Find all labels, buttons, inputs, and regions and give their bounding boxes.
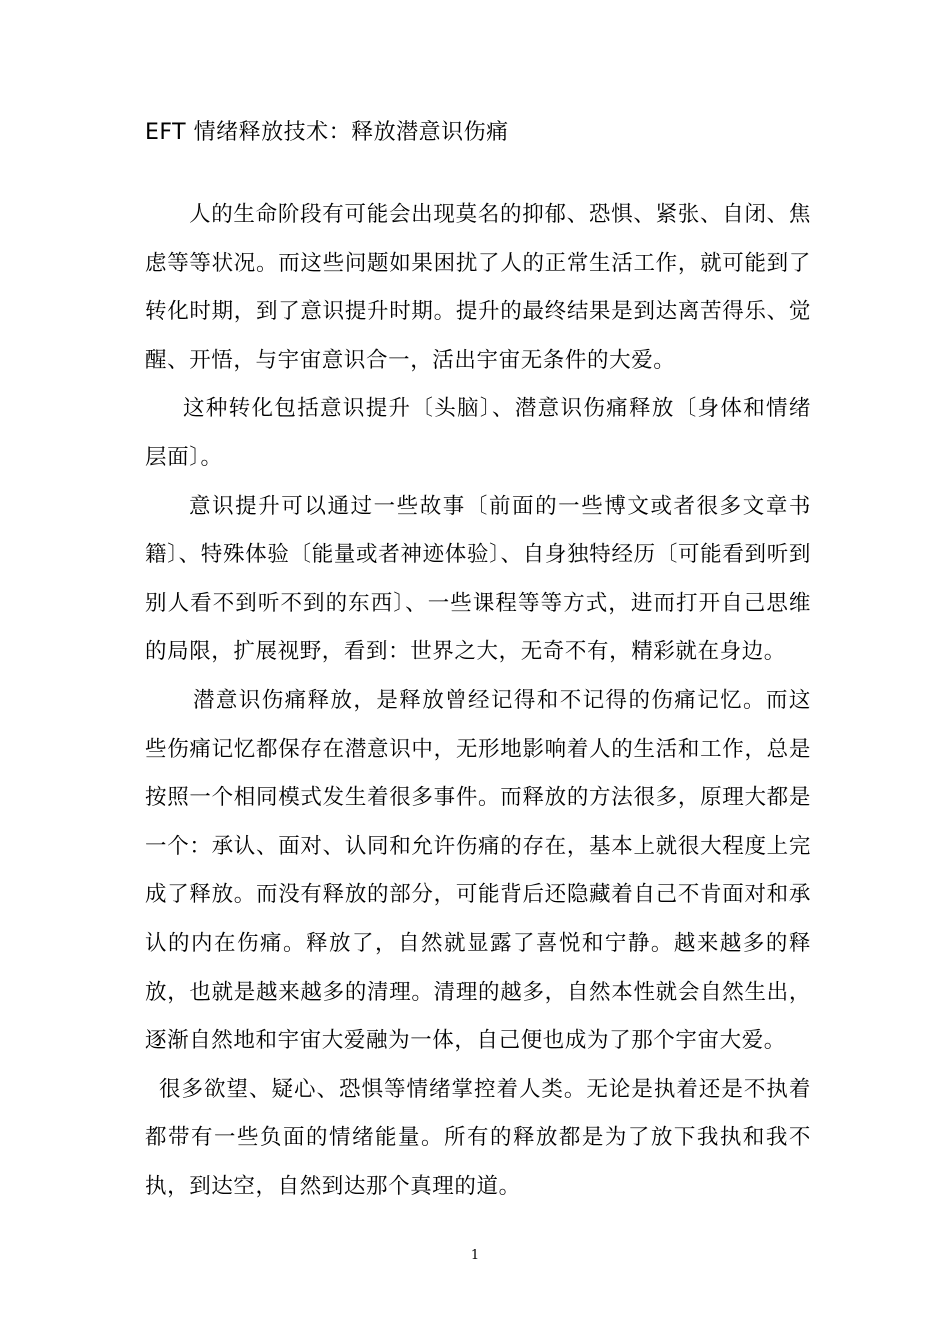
- document-title: EFT 情绪释放技术：释放潜意识伤痛: [145, 120, 509, 145]
- page-number: 1: [470, 1248, 480, 1263]
- paragraph-desires-emotions: 很多欲望、疑心、恐惧等情绪掌控着人类。无论是执着还是不执着都带有一些负面的情绪能量。所有的释放都是为了放下我执和我不执，到达空，自然到达那个真理的道。: [145, 1076, 811, 1199]
- paragraph-consciousness-elevation: 意识提升可以通过一些故事〔前面的一些博文或者很多文章书籍〕、特殊体验〔能量或者神迹体验〕、自身独特经历〔可能看到听到别人看不到听不到的东西〕、一些课程等等方式，进而打开自己思维的局限，扩展视野，看到：世界之大，无奇不有，精彩就在身边。: [145, 493, 811, 665]
- document-body: [145, 191, 811, 1211]
- paragraph-subconscious-release: 潜意识伤痛释放，是释放曾经记得和不记得的伤痛记忆。而这些伤痛记忆都保存在潜意识中，无形地影响着人的生活和工作，总是按照一个相同模式发生着很多事件。而释放的方法很多，原理大都是一个：承认、面对、认同和允许伤痛的存在，基本上就很大程度上完成了释放。而没有释放的部分，可能背后还隐藏着自己不肯面对和承认的内在伤痛。释放了，自然就显露了喜悦和宁静。越来越多的释放，也就是越来越多的清理。清理的越多，自然本性就会自然生出，逐渐自然地和宇宙大爱融为一体，自己便也成为了那个宇宙大爱。: [145, 687, 811, 1054]
- paragraph-life-stages: 人的生命阶段有可能会出现莫名的抑郁、恐惧、紧张、自闭、焦虑等等状况。而这些问题如果困扰了人的正常生活工作，就可能到了转化时期，到了意识提升时期。提升的最终结果是到达离苦得乐、觉醒、开悟，与宇宙意识合一，活出宇宙无条件的大爱。: [145, 202, 811, 373]
- paragraph-transformation: 这种转化包括意识提升〔头脑〕、潜意识伤痛释放〔身体和情绪层面〕。: [145, 396, 811, 470]
